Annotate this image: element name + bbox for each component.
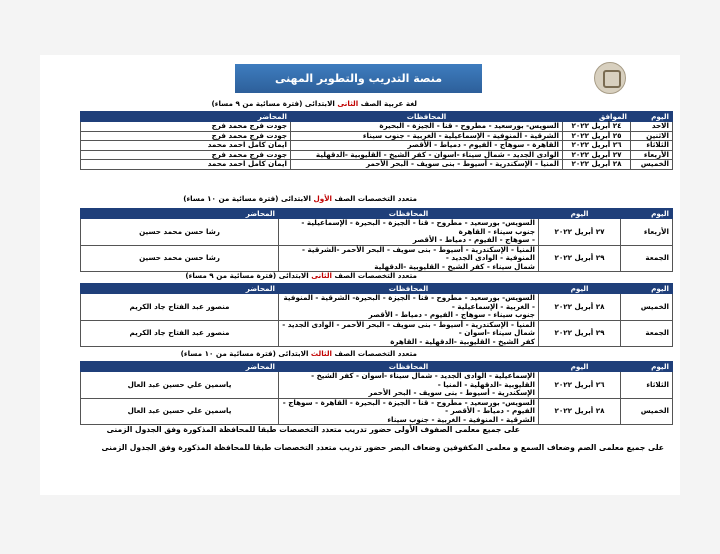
table-cell: رشا حسن محمد حسين <box>81 245 279 272</box>
table-cell: الشرقية - المنوفية - الإسماعيلية - الغربية - جنوب سيناء <box>291 131 563 141</box>
table-cell: جودت فرج محمد فرج <box>81 150 291 160</box>
table-cell: ٢٦ أبريل ٢٠٢٢ <box>563 141 631 151</box>
table-cell: ٢٨ أبريل ٢٠٢٢ <box>539 294 621 321</box>
table-cell: الجمعة <box>621 245 673 272</box>
table-cell: ٢٥ أبريل ٢٠٢٢ <box>563 131 631 141</box>
table-cell: منصور عبد الفتاح جاد الكريم <box>81 294 279 321</box>
section-heading-2: متعدد التخصصات الصف الأول الابتدائى (فترة مسائية من ١٠ مساء) <box>183 194 417 203</box>
header-governorates: المحافظات <box>279 209 539 219</box>
header-governorates: المحافظات <box>279 284 539 294</box>
table-cell: الاثنين <box>631 131 673 141</box>
table-cell: الإسماعيلية - الوادى الجديد - شمال سيناء -اسوان - كفر الشيخ - القليوبية -الدقهلية - المنيا - الإسكندرية - أسيوط - بنى سويف - البحر الأحمر <box>279 372 539 399</box>
table-cell: المنيا - الإسكندرية - أسيوط - بنى سويف - البحر الأحمر - الوادى الجديد - شمال سيناء -اسوان - كفر الشيخ - القليوبية -الدقهلية - القاهرة <box>279 320 539 347</box>
table-cell: ياسمين علي حسين عبد العال <box>81 398 279 425</box>
table-cell: الخميس <box>621 398 673 425</box>
note-2: على جميع معلمى الصم وضعاف السمع و معلمى المكفوفين وضعاف البصر حضور تدريب متعدد التخصصات طبقا للمحافظة المذكورة وفق الجدول الزمنى <box>101 443 664 452</box>
table-cell: الجمعة <box>621 320 673 347</box>
header-day: اليوم <box>621 362 673 372</box>
section-heading-3: متعدد التخصصات الصف الثانى الابتدائى (فترة مسائية من ٩ مساء) <box>185 271 417 280</box>
table-cell: السويس- بورسعيد - مطروح - قنا - الجيزة - البحيرة <box>291 122 563 132</box>
header-date: اليوم <box>539 209 621 219</box>
table-row <box>81 245 673 272</box>
table-row <box>81 320 673 347</box>
table-cell: الخميس <box>621 294 673 321</box>
table-cell: السويس- بورسعيد - مطروح - قنا - الجيزة - البحيرة- الشرقية - المنوفية - الغربية - الإسماعيلية - جنوب سيناء - سوهاج - الفيوم - دمياط - الأقصر <box>279 294 539 321</box>
table-cell: السويس- بورسعيد - مطروح - قنا - الجيزة - البحيرة - الإسماعيلية - جنوب سيناء - القاهرة - سوهاج - الفيوم - دمياط - الأقصر <box>279 219 539 246</box>
header-trainer: المحاضر <box>81 362 279 372</box>
table-row <box>81 141 673 151</box>
table-cell: الوادى الجديد - شمال سيناء -اسوان - كفر الشيخ - القليوبية -الدقهلية <box>291 150 563 160</box>
table-cell: ايمان كامل احمد محمد <box>81 160 291 170</box>
table-cell: الأربعاء <box>621 219 673 246</box>
table-cell: جودت فرج محمد فرج <box>81 131 291 141</box>
table-row <box>81 372 673 399</box>
table-cell: الثلاثاء <box>621 372 673 399</box>
table-cell: الأربعاء <box>631 150 673 160</box>
table-cell: المنيا - الإسكندرية - أسيوط - بنى سويف - البحر الأحمر -الشرقية - المنوفية - الوادى الجديد - شمال سيناء - كفر الشيخ - القليوبية -الدقهلية <box>279 245 539 272</box>
table-cell: الثلاثاء <box>631 141 673 151</box>
table-row <box>81 122 673 132</box>
table-cell: ٢٤ أبريل ٢٠٢٢ <box>563 122 631 132</box>
header-date: الموافق <box>563 112 631 122</box>
table-cell: ٢٧ أبريل ٢٠٢٢ <box>539 219 621 246</box>
header-trainer: المحاضر <box>81 284 279 294</box>
table-cell: رشا حسن محمد حسين <box>81 219 279 246</box>
header-day: اليوم <box>631 112 673 122</box>
header-trainer: المحاضر <box>81 112 291 122</box>
table-cell: منصور عبد الفتاح جاد الكريم <box>81 320 279 347</box>
table-cell: ايمان كامل احمد محمد <box>81 141 291 151</box>
note-1: على جميع معلمى الصفوف الأولى حضور تدريب متعدد التخصصات طبقا للمحافظة المذكورة وفق الجدول الزمنى <box>106 425 520 434</box>
section-heading-1: لغة عربية الصف الثانى الابتدائى (فترة مسائية من ٩ مساء) <box>211 99 417 108</box>
table-row <box>81 294 673 321</box>
table-row <box>81 398 673 425</box>
table-cell: ياسمين علي حسين عبد العال <box>81 372 279 399</box>
table-cell: القاهرة - سوهاج - الفيوم - دمياط - الأقصر <box>291 141 563 151</box>
schedule-table-2 <box>80 208 673 272</box>
table-cell: ٢٧ أبريل ٢٠٢٢ <box>563 150 631 160</box>
table-cell: ٢٦ أبريل ٢٠٢٢ <box>539 372 621 399</box>
table-cell: ٢٩ أبريل ٢٠٢٢ <box>539 320 621 347</box>
header-date: اليوم <box>539 284 621 294</box>
table-cell: المنيا - الإسكندرية - أسيوط - بنى سويف - البحر الأحمر <box>291 160 563 170</box>
header-day: اليوم <box>621 284 673 294</box>
schedule-table-3 <box>80 283 673 347</box>
table-cell: الخميس <box>631 160 673 170</box>
ministry-logo-icon <box>594 62 626 94</box>
table-cell: الاحد <box>631 122 673 132</box>
table-cell: السويس- بورسعيد - مطروح - قنا - الجيزة - البحيرة - القاهرة - سوهاج - الفيوم - دمياط - الأقصر - الشرقية - المنوفية - الغربية - جنوب سيناء <box>279 398 539 425</box>
table-row <box>81 219 673 246</box>
schedule-table-4 <box>80 361 673 425</box>
header-trainer: المحاضر <box>81 209 279 219</box>
table-cell: ٢٨ أبريل ٢٠٢٢ <box>563 160 631 170</box>
header-governorates: المحافظات <box>291 112 563 122</box>
table-cell: جودت فرج محمد فرج <box>81 122 291 132</box>
header-governorates: المحافظات <box>279 362 539 372</box>
header-day: اليوم <box>621 209 673 219</box>
section-heading-4: متعدد التخصصات الصف الثالث الابتدائى (فترة مسائية من ١٠ مساء) <box>180 349 417 358</box>
header-date: اليوم <box>539 362 621 372</box>
table-cell: ٢٨ أبريل ٢٠٢٢ <box>539 398 621 425</box>
schedule-table-1 <box>80 111 673 170</box>
table-row <box>81 160 673 170</box>
page-title: منصة التدريب والتطوير المهنى <box>235 64 482 93</box>
table-cell: ٢٩ أبريل ٢٠٢٢ <box>539 245 621 272</box>
